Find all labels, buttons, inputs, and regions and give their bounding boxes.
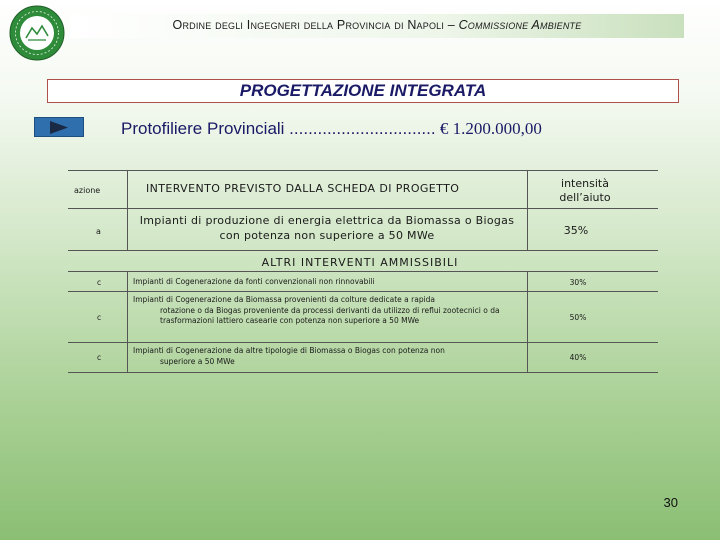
table-rule-altri (68, 271, 658, 272)
table-rule-header (68, 208, 658, 209)
table-rule-row2 (68, 342, 658, 343)
page-title: PROGETTAZIONE INTEGRATA (47, 79, 679, 103)
subtitle (121, 119, 542, 139)
table-vrule-right-lower (527, 271, 528, 372)
table-rule-bottom (68, 372, 658, 373)
table-rule-main (68, 250, 658, 251)
table-row-action: c (97, 353, 102, 362)
play-arrow-icon (50, 121, 68, 134)
main-row-intervention: Impianti di produzione di energia elettrica da Biomassa o Biogas con potenza non superiore a 50 MWe (139, 214, 515, 242)
table-row-intervention (133, 277, 525, 288)
header-band (70, 14, 684, 38)
table-row-intervention (133, 295, 525, 327)
main-row-aid: 35% (563, 224, 589, 237)
header-title (70, 18, 684, 32)
subtitle-label: Protofiliere Provinciali ............................... (121, 119, 436, 138)
header-org: Ordine degli Ingegneri della Provincia di Napoli (172, 18, 445, 32)
table-row-line2: rotazione o da Biogas proveniente da processi derivanti da utilizzo di reflui zootecnici o da trasformazioni lattiero casearie con potenza non superiore a 50 MWe (160, 305, 500, 325)
table-rule-top (68, 170, 658, 171)
header-intervention: INTERVENTO PREVISTO DALLA SCHEDA DI PROGETTO (146, 182, 460, 195)
header-action: azione (74, 186, 101, 195)
table-row-line1: Impianti di Cogenerazione da altre tipologie di Biomassa o Biogas con potenza non (133, 346, 445, 355)
table-vrule-right (527, 170, 528, 250)
table-row-action: c (97, 313, 102, 322)
organization-seal-icon (8, 4, 66, 62)
table-row-aid: 30% (569, 278, 587, 287)
page-number: 30 (663, 495, 678, 510)
other-interventions-title: ALTRI INTERVENTI AMMISSIBILI (261, 256, 459, 269)
table-vrule-left (127, 170, 128, 250)
table-row-line1: Impianti di Cogenerazione da fonti convenzionali non rinnovabili (133, 277, 375, 286)
table-row-aid: 40% (569, 353, 587, 362)
table-vrule-left-lower (127, 271, 128, 372)
main-row-action: a (96, 227, 101, 236)
table-row-line2: superiore a 50 MWe (160, 356, 235, 366)
table-row-action: c (97, 278, 102, 287)
play-arrow-button[interactable] (34, 117, 84, 137)
table-row-aid: 50% (569, 313, 587, 322)
header-commission: Commissione Ambiente (458, 18, 582, 32)
table-row-intervention (133, 346, 525, 367)
table-rule-row1 (68, 291, 658, 292)
subtitle-amount: € 1.200.000,00 (435, 119, 542, 138)
table-row-line1: Impianti di Cogenerazione da Biomassa provenienti da colture dedicate a rapida (133, 295, 436, 304)
header-separator: – (444, 18, 459, 32)
header-aid: intensità dell’aiuto (559, 177, 611, 204)
